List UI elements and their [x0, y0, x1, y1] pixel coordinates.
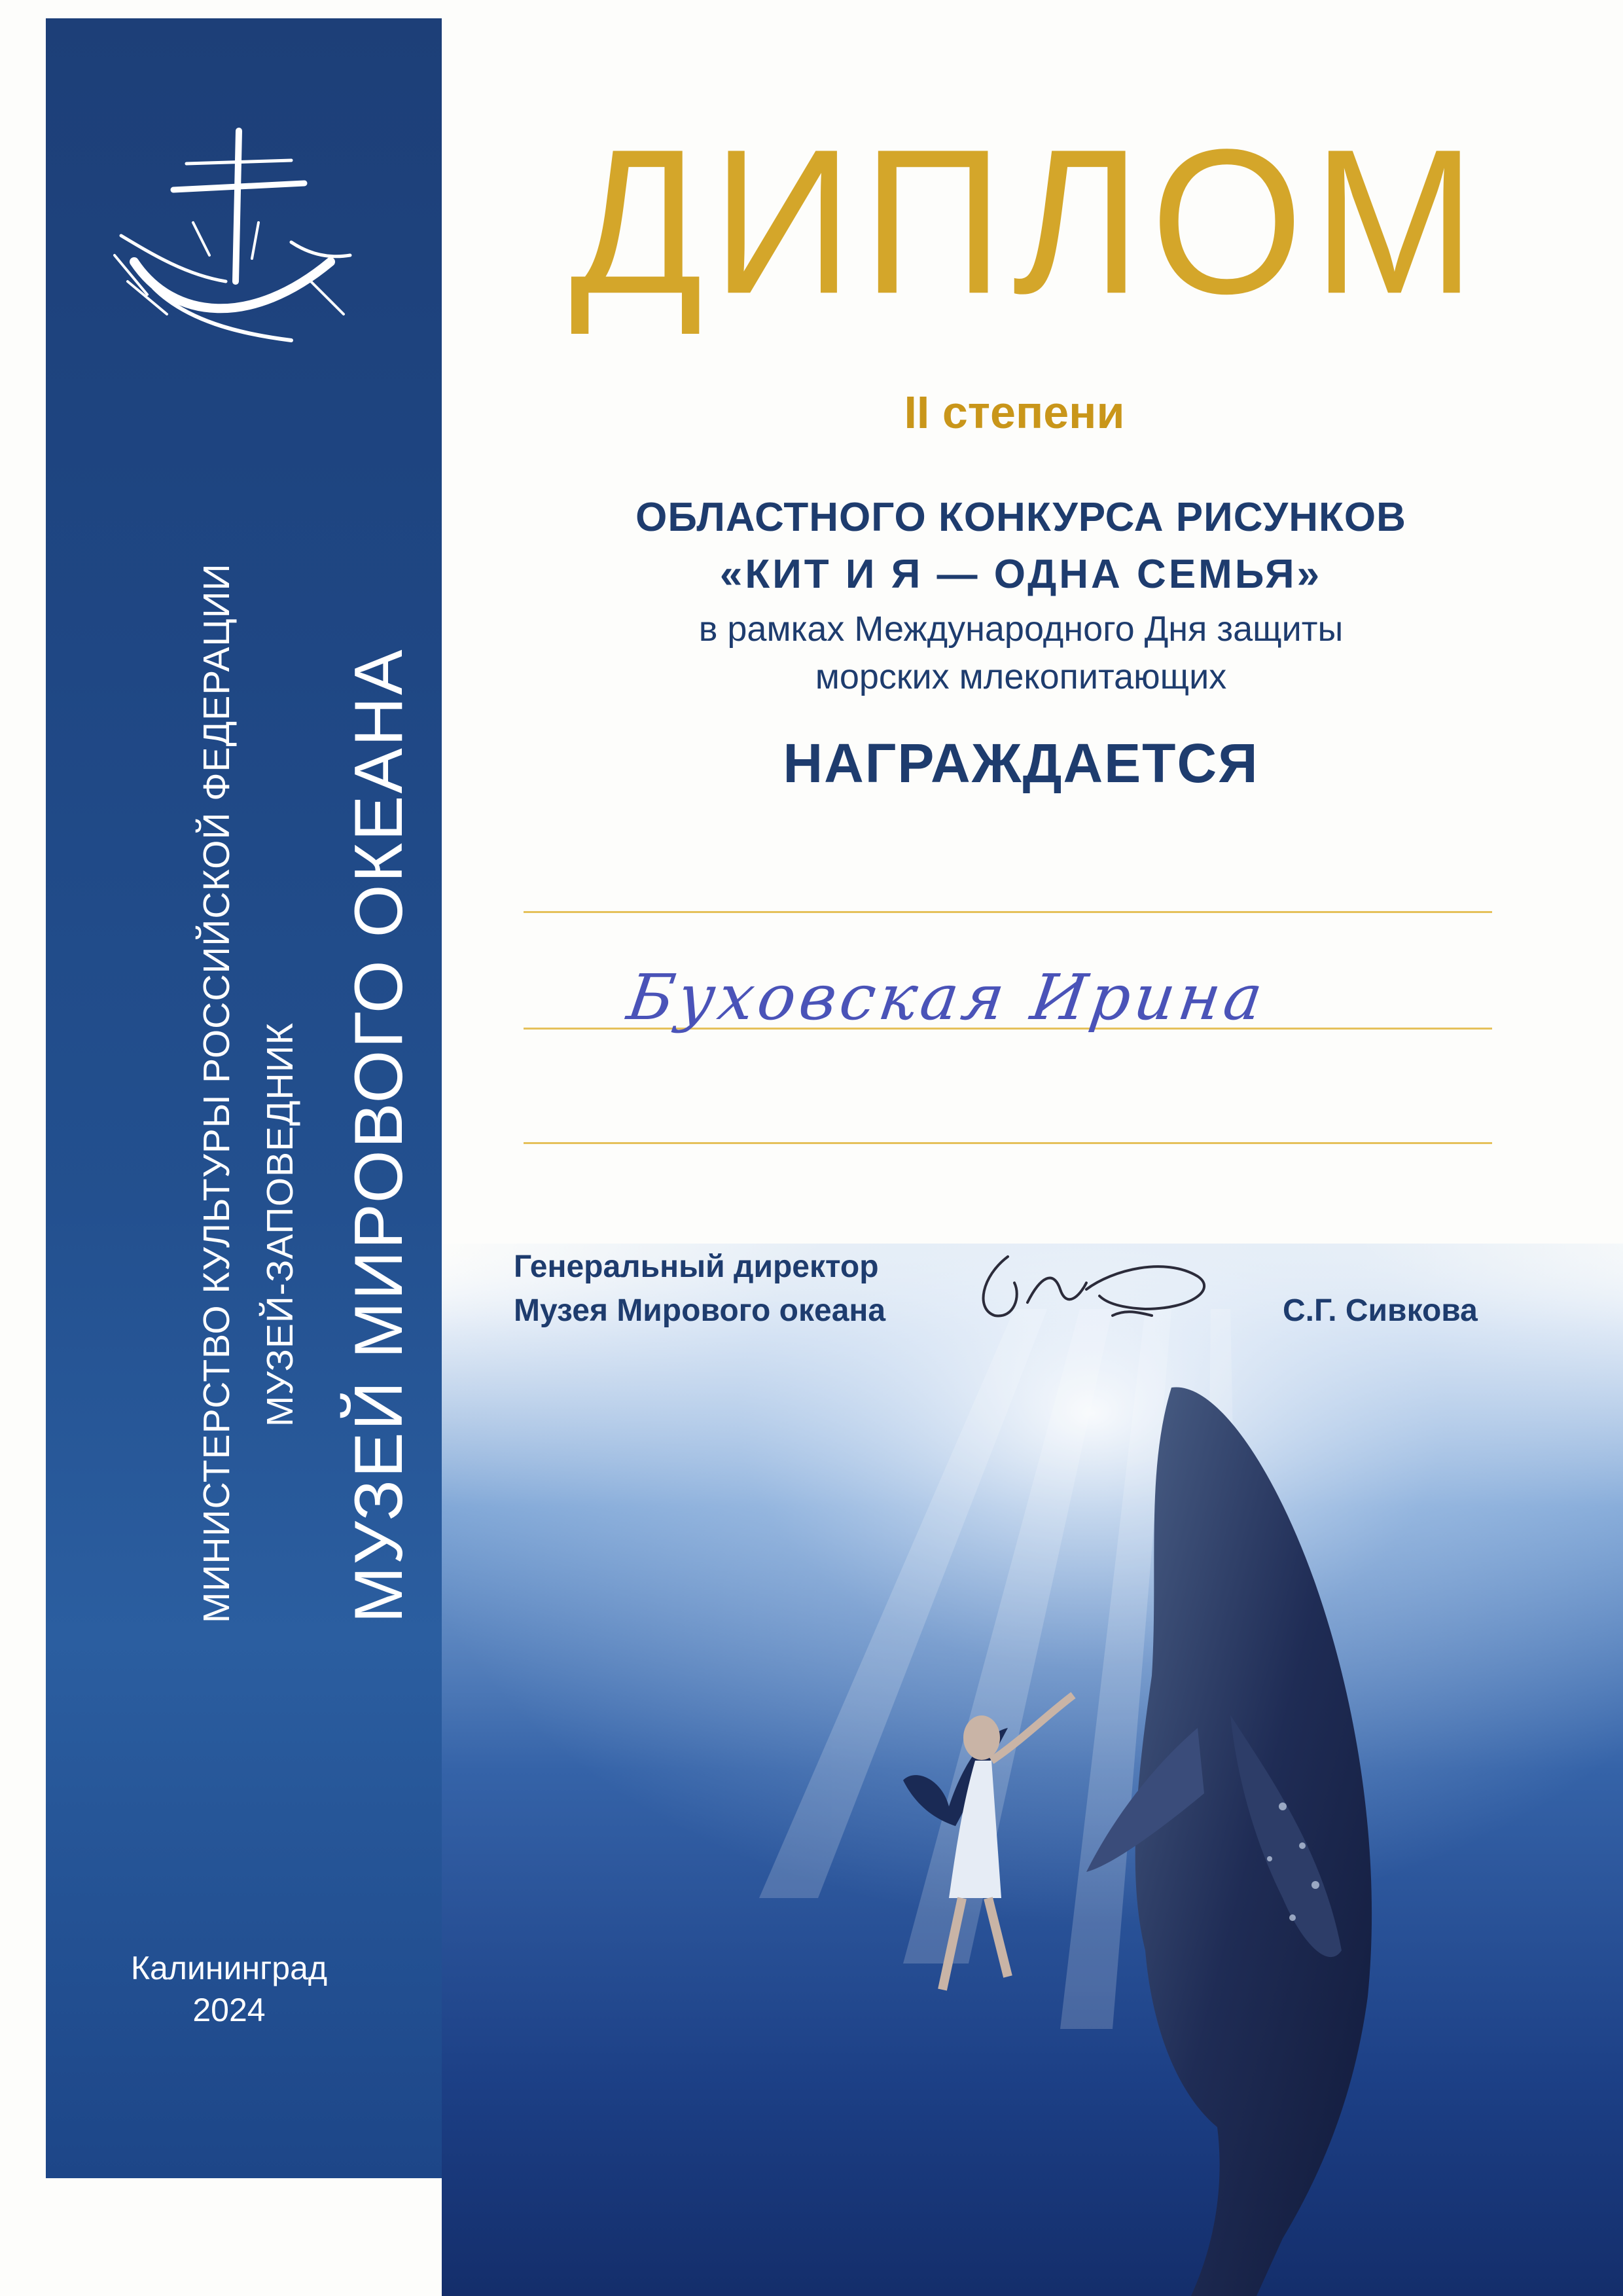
- ministry-label: МИНИСТЕРСТВО КУЛЬТУРЫ РОССИЙСКОЙ ФЕДЕРАЦИИ: [196, 563, 238, 1623]
- signature-icon: [969, 1230, 1243, 1335]
- city-year: [111, 1947, 347, 2031]
- context-line-2: морских млекопитающих: [815, 657, 1227, 696]
- director-title: Генеральный директор: [514, 1249, 879, 1284]
- city-label: Калининград: [130, 1950, 328, 1986]
- contest-title: «КИТ И Я — ОДНА СЕМЬЯ»: [719, 552, 1323, 597]
- name-line: [524, 911, 1492, 913]
- museum-reserve-label: МУЗЕЙ-ЗАПОВЕДНИК: [259, 1022, 301, 1427]
- year-label: 2024: [192, 1992, 266, 2028]
- degree-label: II степени: [904, 387, 1125, 438]
- museum-name: МУЗЕЙ МИРОВОГО ОКЕАНА: [341, 647, 417, 1623]
- director-organization: Музея Мирового океана: [514, 1293, 886, 1328]
- diploma-title: ДИПЛОМ: [569, 105, 1486, 337]
- recipient-name: Буховская Ирина: [623, 961, 1271, 1034]
- name-line: [524, 1142, 1492, 1144]
- director-name: С.Г. Сивкова: [1283, 1293, 1478, 1328]
- ship-logo-icon: [95, 124, 363, 360]
- context-line-1: в рамках Международного Дня защиты: [698, 609, 1344, 649]
- awarded-heading: НАГРАЖДАЕТСЯ: [783, 732, 1259, 794]
- contest-name: ОБЛАСТНОГО КОНКУРСА РИСУНКОВ: [635, 495, 1406, 540]
